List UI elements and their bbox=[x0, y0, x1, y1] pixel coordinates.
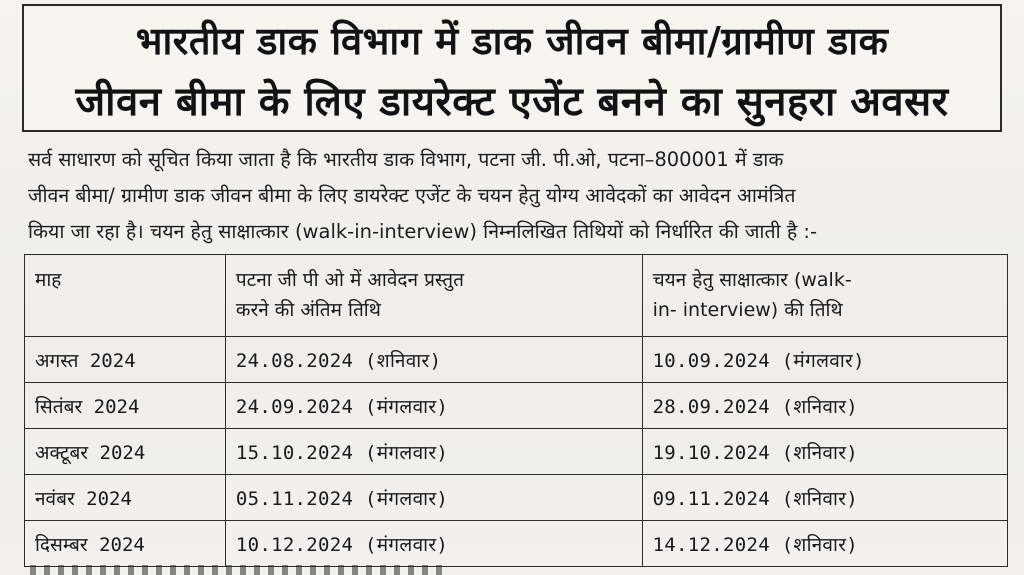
table-row bbox=[25, 337, 1008, 383]
notice-title-line-2: जीवन बीमा के लिए डायरेक्ट एजेंट बनने का सुनहरा अवसर bbox=[75, 78, 949, 125]
month-cell: अगस्त 2024 bbox=[25, 337, 226, 383]
last-date-cell: 24.08.2024 (शनिवार) bbox=[225, 337, 642, 383]
notice-title-box bbox=[22, 4, 1002, 132]
month-cell: सितंबर 2024 bbox=[25, 383, 226, 429]
interview-date-cell: 10.09.2024 (मंगलवार) bbox=[642, 337, 1007, 383]
interview-schedule-table bbox=[24, 254, 1008, 567]
table-row bbox=[25, 475, 1008, 521]
intro-line-3: किया जा रहा है। चयन हेतु साक्षात्कार (walk-in-interview) निम्नलिखित तिथियों को निर्धारित की जाती है :- bbox=[28, 220, 817, 243]
table-row bbox=[25, 429, 1008, 475]
cropped-text-fragment bbox=[30, 565, 450, 575]
intro-line-2: जीवन बीमा/ ग्रामीण डाक जीवन बीमा के लिए डायरेक्ट एजेंट के चयन हेतु योग्य आवेदकों का आवेदन आमंत्रित bbox=[28, 184, 796, 207]
last-date-cell: 10.12.2024 (मंगलवार) bbox=[225, 521, 642, 567]
table-row bbox=[25, 521, 1008, 567]
table-header-row bbox=[25, 255, 1008, 337]
last-date-cell: 05.11.2024 (मंगलवार) bbox=[225, 475, 642, 521]
last-date-cell: 15.10.2024 (मंगलवार) bbox=[225, 429, 642, 475]
interview-date-cell: 09.11.2024 (शनिवार) bbox=[642, 475, 1007, 521]
interview-date-cell: 28.09.2024 (शनिवार) bbox=[642, 383, 1007, 429]
interview-date-cell: 19.10.2024 (शनिवार) bbox=[642, 429, 1007, 475]
table-row bbox=[25, 383, 1008, 429]
header-interview-date: चयन हेतु साक्षात्कार (walk- in- interview) की तिथि bbox=[642, 255, 1007, 337]
month-cell: दिसम्बर 2024 bbox=[25, 521, 226, 567]
header-last-date: पटना जी पी ओ में आवेदन प्रस्तुत करने की अंतिम तिथि bbox=[225, 255, 642, 337]
month-cell: नवंबर 2024 bbox=[25, 475, 226, 521]
month-cell: अक्टूबर 2024 bbox=[25, 429, 226, 475]
notice-title-line-1: भारतीय डाक विभाग में डाक जीवन बीमा/ग्रामीण डाक bbox=[135, 18, 889, 63]
intro-line-1: सर्व साधारण को सूचित किया जाता है कि भारतीय डाक विभाग, पटना जी. पी.ओ, पटना–800001 में डाक bbox=[28, 148, 784, 171]
last-date-cell: 24.09.2024 (मंगलवार) bbox=[225, 383, 642, 429]
header-month: माह bbox=[25, 255, 226, 337]
interview-date-cell: 14.12.2024 (शनिवार) bbox=[642, 521, 1007, 567]
notice-intro-paragraph bbox=[28, 142, 1008, 250]
